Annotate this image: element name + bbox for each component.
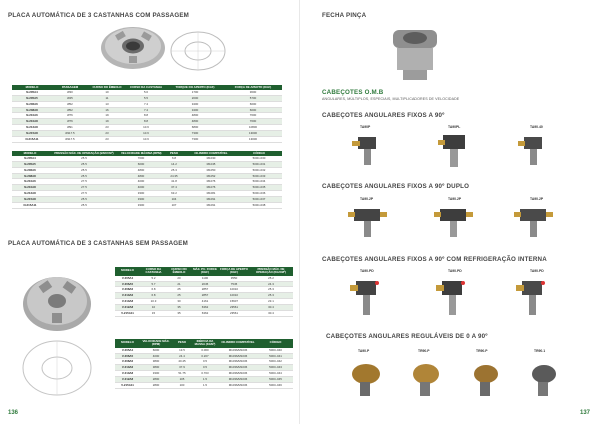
table-cell: 500C-040 [258,348,293,353]
table-cell: 23.1 [249,299,293,305]
table-cell: 500C-041 [258,353,293,359]
model-cell: V-215A11 [115,383,140,389]
model-cell: V-210A8 [115,299,140,305]
model-cell: V-205A4 [115,276,140,281]
table-cell: Ø52 [52,107,88,113]
table-cell: 19 [88,119,126,125]
table-row [115,311,293,317]
model-cell: V-208A6 [115,287,140,293]
table-cell: 3800 [140,365,172,371]
table-cell: 19 [88,113,126,119]
table-cell: Ø76 [52,113,88,119]
table-cell: 25.5 [48,203,120,209]
table-cell: 3300 [140,371,172,377]
table-cell: 6.8 [140,293,167,299]
table-cell: 0.207 [192,353,218,359]
table-cell: Ø52 [52,101,88,107]
table-cell: 10.6 [126,131,166,137]
table-cell: 4800 [166,113,224,119]
table-cell: M1076 [186,179,236,185]
model-cell: N-206A6 [12,167,48,173]
col-header: TORQUE DO APERTO (KGF) [166,85,224,90]
table-cell: 24.35 [162,173,186,179]
table-cell: 11 [88,95,126,101]
model-cell: V-205A4 [115,348,140,353]
model-cell: N-212A8 [12,191,48,197]
table-cell: 25.3 [249,293,293,299]
product-label: TR90.1 [534,349,546,353]
table-cell: M1076 [186,185,236,191]
col-header: PRESSÃO MÁX. DE OPERAÇÃO (BSF/CM²) [48,151,120,156]
table-cell: 10010 [219,287,249,293]
model-cell: V-212A8 [115,305,140,311]
section-title-com-passagem: PLACA AUTOMÁTICA DE 3 CASTANHAS COM PASSAGEM [8,12,190,19]
table-cell: 7300 [166,137,224,143]
section-title-regulaveis: CABEÇOTES ANGULARES REGULÁVEIS DE 0 A 90º [326,333,488,340]
model-cell: N-206A6 [12,101,52,107]
product-label: TA90.PD [360,269,374,273]
col-header: PRESSÃO MÁX. DE OPERAÇÃO (KG/CM²) [249,267,293,276]
model-cell: N-205A4 [12,90,52,95]
table-cell: 7545 [219,281,249,287]
table-cell: M1050 [186,167,236,173]
col-header: INÉRCIA DA MASSA (KGM²) [192,339,218,348]
chuck-sem-passagem-image [18,268,96,336]
table-cell: 15 [140,311,167,317]
table-cell: 500C-046 [258,383,293,389]
table-cell: 6.8 [140,287,167,293]
table-cell: 4800 [166,119,224,125]
table-cell: 25.5 [48,173,120,179]
table-cell: Ø45 [52,95,88,101]
table-cell: 23561 [219,305,249,311]
table-cell: M1036/M1036 [218,365,258,371]
model-cell: N-205A4 [12,156,48,161]
table-cell: 25.5 [48,197,120,203]
table-cell: 4800 [120,167,162,173]
col-header: FORÇA DE APERTO (KGF) [220,267,248,275]
table-cell: 10 [140,305,167,311]
table-cell: M1036/M1036 [218,377,258,383]
table-cell: 30 [167,299,191,305]
table-cell: 10 [88,90,126,95]
table-cell: M1030 [186,156,236,161]
table-cell: M1036/M1036 [218,353,258,359]
table-cell: 16 [88,107,126,113]
table-cell: 2045 [191,281,219,287]
table-cell: 500C-042 [258,359,293,365]
omb-subtitle: ANGULARES, MÚLTIPLOS, ESPECIAIS, MULTIPLICADORES DE VELOCIDADE [322,97,460,101]
table-cell: 13000 [224,131,282,137]
table-cell: 2800 [140,383,172,389]
table-cell: 500C-037 [236,197,282,203]
table-cell: 51.75 [172,371,192,377]
col-header: CILINDRO COMPATÍVEL [218,339,258,348]
table-cell: 4000 [120,185,162,191]
product-label: TR90.P [418,349,430,353]
product-label: TA90.P [358,349,370,353]
table-cell: 107 [162,203,186,209]
table-cell: M1036/M1036 [218,348,258,353]
table-cell: 500C-043 [258,365,293,371]
table-cell: 1700 [166,90,224,95]
table-cell: 4000 [140,353,172,359]
table-cell: 1100 [191,276,219,281]
table-cell: 6362 [191,311,219,317]
table-cell: 3400 [166,107,224,113]
table-cell: 10.6 [126,137,166,143]
table-cell: 3300 [120,203,162,209]
table-cell: M1091 [186,197,236,203]
table-cell: 63.2 [162,191,186,197]
table-cell: 8.8 [126,113,166,119]
table-cell: 13.5 [172,348,192,353]
table-cell: Ø76 [52,119,88,125]
model-cell: N-208A8 [12,173,48,179]
product-label: TA90.2P [530,197,544,201]
col-header: PESO [172,339,192,348]
table-cell: 2000 [166,95,224,101]
section-title-fixos-90-duplo: CABEÇOTES ANGULARES FIXOS A 90º DUPLO [322,183,470,190]
table-cell: 21 [167,281,191,287]
table-cell: 7300 [166,131,224,137]
product-label: TR90.P [476,349,488,353]
model-cell: N-205A5 [12,161,48,167]
angle-heads-row-90-duplo [342,203,572,245]
table-cell: 2800 [140,377,172,383]
table-cell: 6000 [120,161,162,167]
table-cell: 3400 [166,101,224,107]
section-title-fixos-90: CABEÇOTES ANGULARES FIXOS A 90º [322,112,445,119]
table-cell: Ø91 [52,125,88,131]
product-label: TA90.PD [530,269,544,273]
right-page [300,0,600,424]
table-cell: 5.7 [140,281,167,287]
product-label: TA90.2P [448,197,462,201]
table-cell: 25.5 [48,167,120,173]
table-cell: 10800 [224,125,282,131]
section-title-fecha-pinca: FECHA PINÇA [322,12,367,19]
col-header: MÁX. PU. FORCE (KGF) [191,267,219,276]
table-cell: 6800 [166,125,224,131]
table-cell: 27.5 [48,185,120,191]
col-header: MODELO [12,151,48,156]
table-cell: 25 [167,287,191,293]
col-header: CURSO DO ÊMBOLO [88,85,126,90]
table-cell: 1.5 [192,377,218,383]
table-cell: 500C-034 [236,179,282,185]
table-cell: 3800 [140,359,172,365]
table-cell: M1036/M1036 [218,359,258,365]
model-cell: V-215A11 [115,311,140,317]
model-cell: V-210A6 [115,293,140,299]
col-header: MODELO [115,339,140,348]
col-header: VELOCIDADE MÁXIMA (RPM) [121,151,162,155]
table-cell: 23 [88,125,126,131]
table-cell: 30.4 [249,305,293,311]
table-cell: 5.5 [126,95,166,101]
table-cell: 500C-030 [236,156,282,161]
col-header: CÓDIGO [236,151,282,156]
table-sem-passagem-operation [115,339,293,389]
table-cell: 100 [172,383,192,389]
table-cell: 3600 [224,90,282,95]
table-cell: 7600 [224,113,282,119]
table-cell: 40.45 [172,359,192,365]
table-cell: 500C-036 [236,191,282,197]
table-cell: 37.4 [162,185,186,191]
table-cell: 500C-035 [236,185,282,191]
table-cell: 5700 [224,95,282,101]
table-cell: Ø117.5 [52,137,88,143]
table-cell: 25.2 [249,276,293,281]
product-label: TA90PL [448,125,461,129]
table-cell: 3300 [120,197,162,203]
table-cell: 6362 [191,305,219,311]
table-cell: M1036/M1036 [218,371,258,377]
model-cell: V-212A8 [115,377,140,383]
table-cell: 24.4 [172,353,192,359]
table-cell: 10.3 [140,299,167,305]
page-number-right: 137 [579,410,590,416]
model-cell: V-206A5 [115,353,140,359]
angle-heads-row-90 [342,131,572,173]
table-cell: 8.8 [126,119,166,125]
model-cell: N-215A11 [12,203,48,209]
table-cell: 23 [88,131,126,137]
col-header: FORÇA DE APERTO (KGF) [224,85,282,90]
model-cell: N-215A8 [12,197,48,203]
col-header: CURSO DO ÊMBOLO [167,267,191,276]
table-cell: 24.3 [249,281,293,287]
table-cell: Ø30 [52,90,88,95]
table-cell: 25.3 [162,167,186,173]
table-cell: 35 [167,305,191,311]
section-title-sem-passagem: PLACA AUTOMÁTICA DE 3 CASTANHAS SEM PASSAGEM [8,240,188,247]
table-cell: 3550 [219,276,249,281]
table-cell: 500C-045 [258,377,293,383]
table-cell: 25.5 [48,156,120,161]
table-cell: 7600 [224,119,282,125]
col-header: CÓDIGO [258,339,293,348]
table-cell: 15607 [219,299,249,305]
table-cell: 7.4 [126,107,166,113]
col-header: CURSO DA CASTANHA [140,267,167,276]
table-cell: 27.5 [48,191,120,197]
section-title-refrigeracao: CABEÇOTES ANGULARES FIXOS A 90º COM REFRIGERAÇÃO INTERNA [322,256,547,263]
table-cell: 4000 [120,179,162,185]
table-cell: 13000 [224,137,282,143]
table-cell: M1045 [186,161,236,167]
table-cell: 41.8 [162,179,186,185]
col-header: VELOCIDADE MÁX. (RPM) [140,339,172,348]
col-header: PESO [162,151,186,156]
table-cell: 10.6 [126,125,166,131]
table-com-passagem-operation [12,151,282,209]
table-cell: 500C-038 [236,203,282,209]
section-title-omb: CABEÇOTES O.M.B [322,89,384,96]
table-header-row [115,267,293,276]
table-cell: 500C-033 [236,173,282,179]
model-cell: N-212A8 [12,125,52,131]
table-cell: 2857 [191,293,219,299]
fecha-pinca-image [385,22,445,84]
col-header: CURSO DA CASTANHA [126,85,166,90]
table-cell: 5.2 [140,276,167,281]
table-cell: 500C-044 [258,371,293,377]
model-cell: N-210A8 [12,119,52,125]
table-cell: 105 [172,377,192,383]
table-cell: 27.5 [48,179,120,185]
product-label: TA90P [360,125,371,129]
table-cell: 3300 [120,191,162,197]
table-cell: 25.5 [48,161,120,167]
model-cell: N-210A6 [12,179,48,185]
table-cell: 6.8 [162,156,186,161]
table-cell: 4800 [120,173,162,179]
table-cell: 7000 [120,156,162,161]
table-cell: 13 [88,101,126,107]
model-cell: V-210A8 [115,371,140,377]
product-label: TA90.2P [360,197,374,201]
table-cell: 7.4 [126,101,166,107]
table-cell: M1081 [186,191,236,197]
table-cell: 4161 [191,299,219,305]
page-number-left: 136 [8,410,19,416]
chuck-sem-passagem-front-image [18,338,96,398]
table-row [12,137,282,143]
table-cell: 23 [88,137,126,143]
model-cell: V-210A6 [115,365,140,371]
table-cell: M1036/M1036 [218,383,258,389]
model-cell: V-206A5 [115,281,140,287]
product-label: TA90.PD [448,269,462,273]
model-cell: N-208A8 [12,107,52,113]
table-header-row [115,339,293,348]
table-cell: 25 [167,293,191,299]
table-cell: 0.060 [192,348,218,353]
chuck-com-passagem-image [88,22,178,72]
table-com-passagem-specs [12,85,282,143]
model-cell: V-208A6 [115,359,140,365]
table-cell: 35 [167,311,191,317]
table-cell: 25.3 [249,287,293,293]
table-cell: 500C-032 [236,167,282,173]
table-cell: 10010 [219,293,249,299]
table-cell: 500C-031 [236,161,282,167]
table-row [12,203,282,209]
table-cell: 6000 [140,348,172,353]
col-header: MODELO [12,85,52,90]
angle-heads-row-refrigeracao [342,275,572,325]
table-cell: 1.5 [192,383,218,389]
table-cell: 37.9 [172,365,192,371]
model-cell: N-215A8 [12,131,52,137]
table-cell: M1091 [186,203,236,209]
table-row [115,383,293,389]
col-header: MODELO [115,267,140,276]
model-cell: N-210A8 [12,185,48,191]
table-cell: 6600 [224,101,282,107]
table-cell: 0.703 [192,371,218,377]
table-cell: Ø117.5 [52,131,88,137]
table-cell: 20 [167,276,191,281]
chuck-com-passagem-front-image [168,30,228,72]
table-cell: 14.2 [162,161,186,167]
table-cell: 23561 [219,311,249,317]
model-cell: N-210A6 [12,113,52,119]
table-cell: 0.5 [192,359,218,365]
table-cell: 30.4 [249,311,293,317]
angle-heads-row-regulaveis [342,356,582,402]
product-label: TA90.40 [530,125,543,129]
table-cell: M1052 [186,173,236,179]
model-cell: N-215A11 [12,137,52,143]
table-cell: 2857 [191,287,219,293]
model-cell: N-205A5 [12,95,52,101]
col-header: PASSAGEM [52,85,88,90]
table-cell: 104 [162,197,186,203]
col-header: CILINDRO COMPATÍVEL [186,151,236,156]
table-cell: 5.6 [126,90,166,95]
table-cell: 6600 [224,107,282,113]
table-cell: 0.5 [192,365,218,371]
table-sem-passagem-specs [115,267,293,317]
